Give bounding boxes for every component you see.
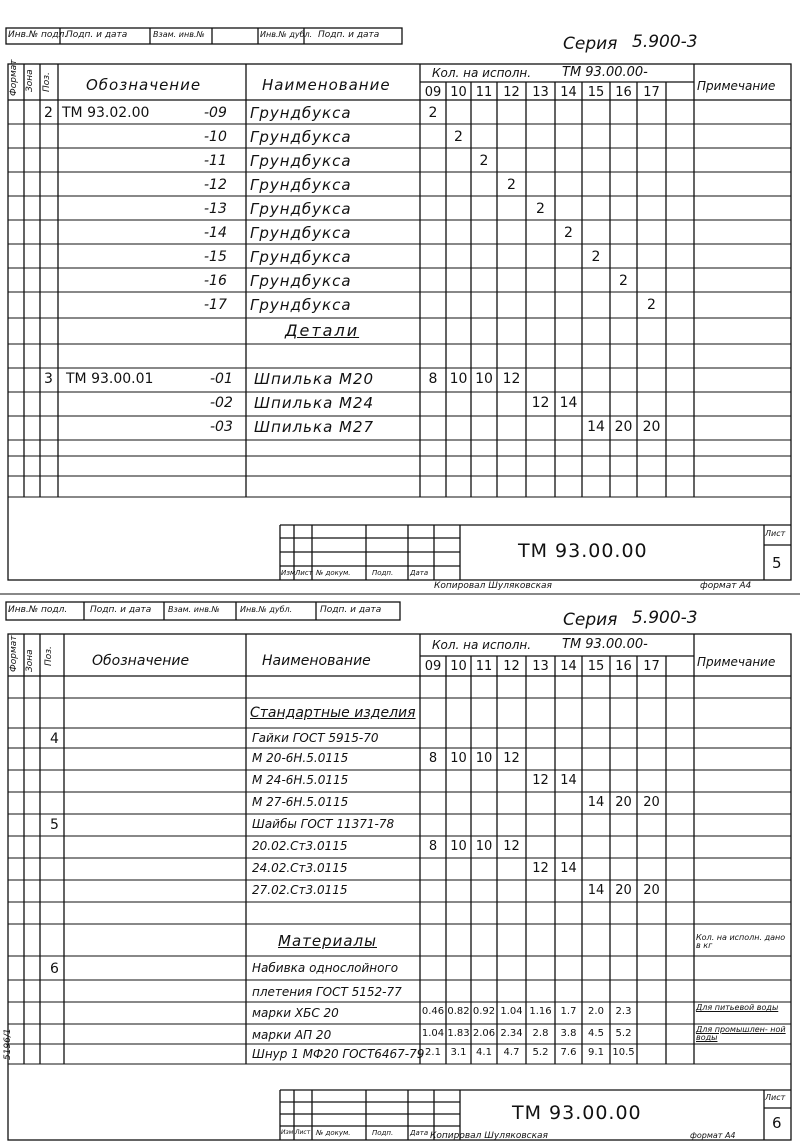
qty-cell: 12 [532, 861, 549, 876]
qty-cell: 14 [560, 773, 577, 788]
col-zone: Зона [25, 69, 35, 92]
qty-cell: 2.06 [472, 1028, 496, 1039]
item-name: М 27-6Н.5.0115 [252, 795, 349, 809]
col2-pos: Поз. [44, 646, 54, 666]
item-name: Грундбукса [250, 248, 352, 266]
variant-col-14: 14 [560, 85, 577, 100]
stamp2-inv-orig: Инв.№ подл. [8, 605, 68, 615]
designation-suffix: -10 [204, 129, 227, 145]
designation-suffix: -01 [210, 371, 233, 387]
qty-cell: 1.16 [529, 1006, 552, 1017]
item-name: Грундбукса [250, 296, 352, 314]
qty-cell: 14 [587, 795, 605, 810]
col-designation: Обозначение [86, 76, 202, 94]
designation-suffix: -16 [204, 273, 227, 289]
qty-cell: 2 [647, 297, 656, 313]
qty-cell: 3.1 [450, 1047, 467, 1058]
series-label: Серия [563, 34, 618, 54]
col2-zone: Зона [25, 649, 35, 672]
designation-suffix: -14 [204, 225, 227, 241]
row-note: Для питьевой воды [696, 1003, 779, 1012]
qty-cell: 4.1 [476, 1047, 492, 1058]
qty-cell: 8 [428, 751, 438, 766]
col2-qty-doc: ТМ 93.00.00- [562, 637, 648, 652]
stamp-inv-orig: Инв.№ подл. [8, 30, 68, 40]
tb2-data: Дата [410, 1129, 429, 1137]
qty-cell: 1.83 [447, 1028, 470, 1039]
copied-by-2: Копировал Шуляковская [430, 1131, 548, 1141]
series-label-2: Серия [563, 610, 618, 630]
sheet-label: Лист [765, 529, 786, 538]
variant-col-17: 17 [643, 659, 660, 674]
pos-number: 2 [44, 105, 53, 121]
item-name: Шайбы ГОСТ 11371-78 [252, 817, 395, 831]
qty-cell: 3.8 [560, 1028, 577, 1039]
tb2-podp: Подп. [372, 1129, 394, 1137]
stamp2-sign-date: Подп. и дата [90, 605, 152, 615]
qty-cell: 9.1 [588, 1047, 604, 1058]
stamp-inv-dup: Инв.№ дубл. [260, 30, 313, 39]
variant-col-16: 16 [615, 659, 632, 674]
qty-cell: 14 [559, 395, 578, 411]
item-name: Грундбукса [250, 176, 352, 194]
qty-cell: 10 [475, 839, 493, 854]
qty-cell: 2.0 [588, 1006, 604, 1017]
col-name: Наименование [262, 76, 391, 94]
section-standard: Стандартные изделия [250, 705, 416, 721]
qty-cell: 8 [428, 839, 438, 854]
qty-cell: 20 [643, 795, 660, 810]
variant-col-13: 13 [532, 85, 549, 100]
stamp2-replace: Взам. инв.№ [168, 605, 220, 614]
col-format: Формат [9, 59, 19, 96]
qty-cell: 20 [643, 883, 660, 898]
qty-cell: 12 [531, 395, 550, 411]
variant-col-11: 11 [475, 659, 493, 674]
variant-col-15: 15 [587, 85, 605, 100]
qty-cell: 2 [591, 249, 601, 265]
qty-cell: 10 [475, 371, 493, 387]
variant-col-17: 17 [643, 85, 660, 100]
qty-cell: 20 [614, 419, 633, 435]
series-value-2: 5.900-3 [632, 608, 698, 628]
qty-cell: 10 [475, 751, 493, 766]
qty-cell: 5.2 [532, 1047, 549, 1058]
designation-suffix: -13 [204, 201, 227, 217]
section-materials: Материалы [278, 932, 377, 950]
tb-izm: Изм [281, 569, 296, 577]
format-label: формат А4 [700, 581, 752, 591]
qty-cell: 2 [564, 225, 573, 241]
qty-cell: 4.5 [588, 1028, 604, 1039]
designation: ТМ 93.00.01 [66, 371, 154, 387]
qty-cell: 12 [502, 371, 521, 387]
designation-suffix: -12 [204, 177, 227, 193]
variant-col-10: 10 [450, 85, 467, 100]
item-name: Шпилька М24 [254, 394, 375, 412]
tb-data: Дата [410, 569, 429, 577]
item-name: Грундбукса [250, 200, 352, 218]
item-name: 20.02.Ст3.0115 [252, 839, 348, 853]
item-name: плетения ГОСТ 5152-77 [252, 985, 402, 999]
designation-suffix: -11 [204, 153, 227, 169]
qty-cell: 2.8 [532, 1028, 549, 1039]
qty-cell: 14 [587, 883, 605, 898]
qty-cell: 14 [587, 419, 605, 435]
item-name: Шнур 1 МФ20 ГОСТ6467-79 [252, 1047, 425, 1061]
variant-col-09: 09 [424, 659, 442, 674]
sheet-number-2: 6 [772, 1114, 782, 1132]
variant-col-10: 10 [450, 659, 467, 674]
qty-cell: 1.04 [500, 1006, 523, 1017]
col2-note: Примечание [697, 655, 776, 669]
qty-cell: 0.82 [447, 1006, 470, 1017]
qty-cell: 12 [503, 839, 520, 854]
tb-ndoc: № докум. [316, 569, 351, 577]
item-name: Грундбукса [250, 152, 352, 170]
item-name: Грундбукса [250, 104, 352, 122]
designation-suffix: -02 [210, 395, 233, 411]
variant-col-15: 15 [587, 659, 605, 674]
item-name: 24.02.Ст3.0115 [252, 861, 348, 875]
doc-number: ТМ 93.00.00 [518, 540, 648, 562]
pos-number: 6 [50, 961, 59, 977]
qty-cell: 2 [479, 153, 489, 169]
col-note: Примечание [697, 79, 776, 93]
qty-cell: 4.7 [503, 1047, 520, 1058]
qty-cell: 8 [428, 371, 438, 387]
qty-cell: 10.5 [612, 1047, 635, 1058]
note-qty-kg: Кол. на исполн. дано в кг [696, 933, 786, 951]
qty-cell: 2 [536, 201, 545, 217]
stamp2-inv-dup: Инв.№ дубл. [240, 605, 293, 614]
variant-col-09: 09 [424, 85, 442, 100]
format-label-2: формат А4 [690, 1131, 736, 1140]
sheet-label-2: Лист [765, 1093, 786, 1102]
stamp-replace: Взам. инв.№ [153, 30, 205, 39]
variant-col-12: 12 [503, 659, 520, 674]
variant-col-11: 11 [475, 85, 493, 100]
designation-suffix: -17 [204, 297, 227, 313]
item-name: Шпилька М20 [254, 370, 375, 388]
tb2-ndoc: № докум. [316, 1129, 351, 1137]
pos-number: 3 [44, 371, 53, 387]
qty-cell: 0.92 [472, 1006, 496, 1017]
qty-cell: 7.6 [560, 1047, 577, 1058]
item-name: Гайки ГОСТ 5915-70 [252, 731, 379, 745]
tb2-izm: Изм [281, 1129, 294, 1136]
copied-by: Копировал Шуляковская [434, 581, 552, 591]
item-name: Грундбукса [250, 224, 352, 242]
item-name: М 20-6Н.5.0115 [252, 751, 349, 765]
item-name: марки ХБС 20 [252, 1006, 339, 1020]
qty-cell: 10 [450, 751, 467, 766]
col-pos: Поз. [42, 72, 52, 92]
qty-cell: 10 [450, 839, 467, 854]
pos-number: 4 [50, 731, 59, 747]
section-details: Детали [285, 321, 360, 340]
doc-number-2: ТМ 93.00.00 [512, 1102, 642, 1124]
variant-col-13: 13 [532, 659, 549, 674]
designation: ТМ 93.02.00 [62, 105, 150, 121]
qty-cell: 20 [615, 883, 632, 898]
stamp-sign-date-2: Подп. и дата [318, 30, 380, 40]
series-value: 5.900-3 [632, 32, 698, 52]
qty-cell: 10 [449, 371, 468, 387]
stamp-sign-date: Подп. и дата [66, 30, 128, 40]
item-name: Грундбукса [250, 128, 352, 146]
qty-cell: 5.2 [615, 1028, 632, 1039]
tb2-list: Лист [295, 1129, 311, 1136]
sheet-page-6 [0, 590, 800, 1143]
variant-col-14: 14 [560, 659, 577, 674]
qty-cell: 12 [503, 751, 520, 766]
item-name: М 24-6Н.5.0115 [252, 773, 349, 787]
margin-note: 5196/1 [3, 1028, 13, 1060]
designation-suffix: -09 [204, 105, 227, 121]
item-name: Набивка однослойного [252, 961, 399, 975]
qty-cell: 2 [454, 129, 463, 145]
tb-podp: Подп. [372, 569, 394, 577]
variant-col-12: 12 [503, 85, 520, 100]
item-name: 27.02.Ст3.0115 [252, 883, 348, 897]
col-qty-doc: ТМ 93.00.00- [562, 65, 648, 80]
qty-cell: 2 [619, 273, 628, 289]
col-qty-header: Кол. на исполн. [432, 66, 532, 80]
col2-qty-header: Кол. на исполн. [432, 638, 532, 652]
qty-cell: 2 [507, 177, 516, 193]
qty-cell: 20 [615, 795, 632, 810]
qty-cell: 14 [560, 861, 577, 876]
stamp2-sign-date-2: Подп. и дата [320, 605, 382, 615]
tb-list: Лист [295, 569, 313, 577]
qty-cell: 2.1 [425, 1047, 441, 1058]
qty-cell: 2.34 [500, 1028, 523, 1039]
row-note: Для промышлен- ной воды [696, 1025, 786, 1043]
qty-cell: 12 [532, 773, 549, 788]
designation-suffix: -03 [210, 419, 233, 435]
qty-cell: 0.46 [421, 1006, 445, 1017]
col2-format: Формат [9, 635, 19, 672]
qty-cell: 20 [642, 419, 661, 435]
item-name: марки АП 20 [252, 1028, 332, 1042]
variant-col-16: 16 [615, 85, 632, 100]
col2-designation: Обозначение [92, 653, 190, 669]
item-name: Грундбукса [250, 272, 352, 290]
qty-cell: 1.7 [560, 1006, 577, 1017]
sheet-number: 5 [772, 554, 782, 572]
pos-number: 5 [50, 817, 59, 833]
qty-cell: 1.04 [421, 1028, 445, 1039]
qty-cell: 2.3 [615, 1006, 632, 1017]
item-name: Шпилька М27 [254, 418, 375, 436]
qty-cell: 2 [428, 105, 438, 121]
col2-name: Наименование [262, 653, 371, 669]
designation-suffix: -15 [204, 249, 227, 265]
